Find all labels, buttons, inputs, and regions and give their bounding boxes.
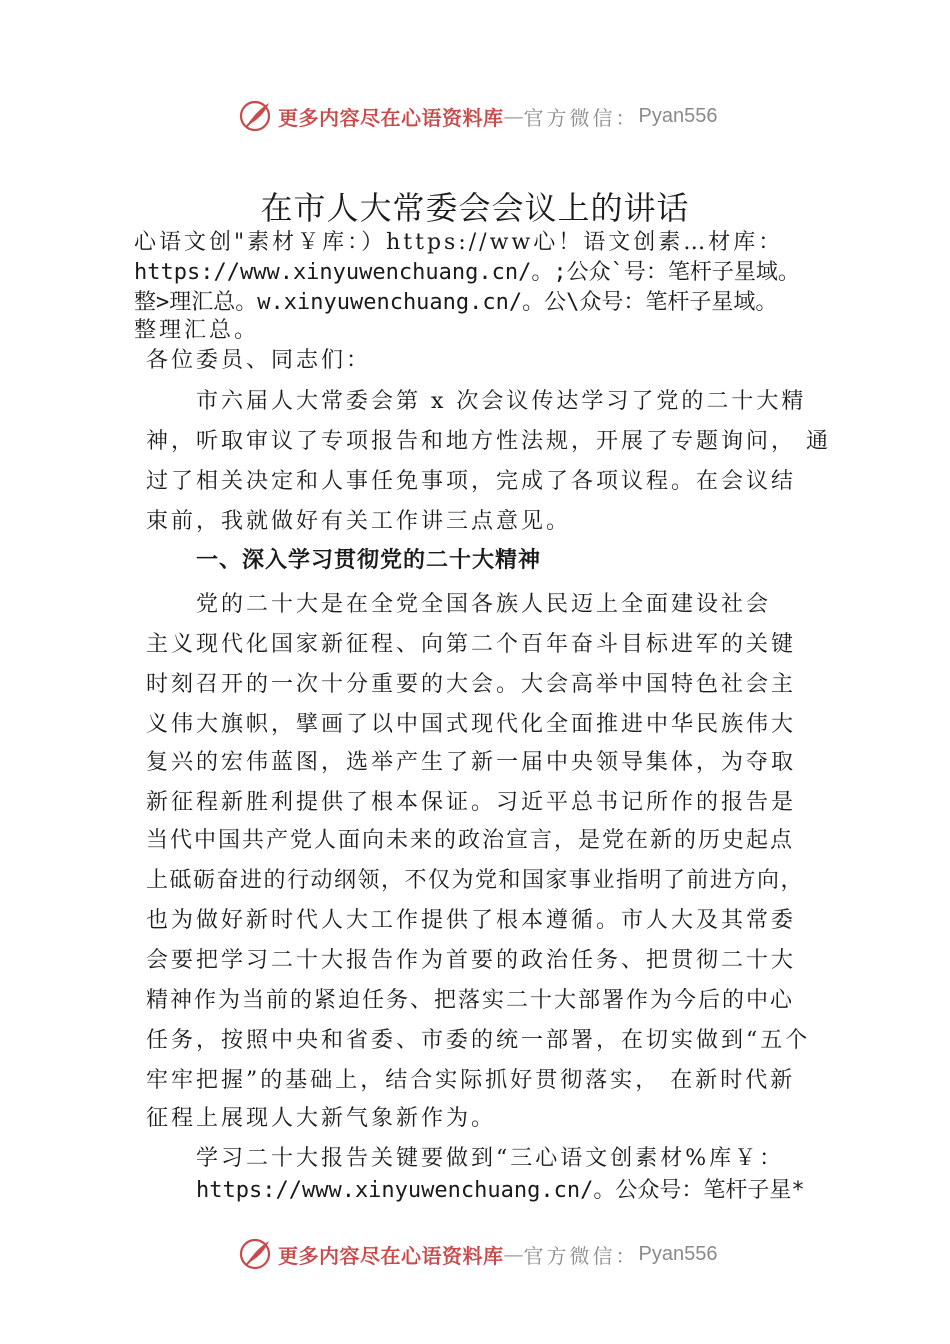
banner-wechat-label: 官方微信： — [523, 1243, 639, 1268]
banner-wechat-id: Pyan556 — [638, 104, 718, 127]
banner-main-text: 更多内容尽在心语资料库 — [278, 105, 504, 130]
paragraph-line: 复兴的宏伟蓝图，选举产生了新一届中央领导集体，为夺取 — [146, 750, 797, 775]
paragraph-line: 也为做好新时代人大工作提供了根本遵循。市人大及其常委 — [146, 908, 797, 933]
paragraph-line: 义伟大旗帜，擘画了以中国式现代化全面推进中华民族伟大 — [146, 712, 797, 737]
paragraph-line: 束前，我就做好有关工作讲三点意见。 — [146, 509, 572, 534]
paragraph-line: 学习二十大报告关键要做到“三心语文创素材%库￥： — [196, 1146, 785, 1171]
source-note-line: https://www.xinyuwenchuang.cn/。;公众`号：笔杆子星域。 — [134, 260, 800, 285]
quill-logo-icon — [238, 1236, 274, 1272]
document-title: 在市人大常委会会议上的讲话 — [260, 189, 690, 227]
paragraph-line: 当代中国共产党人面向未来的政治宣言，是党在新的历史起点 — [146, 828, 795, 853]
source-note-line: 整理汇总。 — [134, 318, 260, 343]
banner-wechat-id: Pyan556 — [638, 1242, 718, 1265]
salutation: 各位委员、同志们： — [146, 348, 372, 373]
paragraph-line: 新征程新胜利提供了根本保证。习近平总书记所作的报告是 — [146, 790, 797, 815]
source-note-line: 心语文创"素材￥库：）https://ww心！语文创素…材库： — [134, 230, 784, 255]
banner-wechat-label: 官方微信： — [523, 105, 639, 130]
paragraph-line: 精神作为当前的紧迫任务、把落实二十大部署作为今后的中心 — [146, 988, 795, 1013]
paragraph-line: 任务，按照中央和省委、市委的统一部署，在切实做到“五个 — [146, 1028, 811, 1053]
header-banner — [238, 96, 717, 136]
paragraph-line: 市六届人大常委会第 x 次会议传达学习了党的二十大精 — [196, 389, 807, 414]
section-heading: 一、深入学习贯彻党的二十大精神 — [196, 548, 542, 573]
paragraph-line: 时刻召开的一次十分重要的大会。大会高举中国特色社会主 — [146, 672, 797, 697]
quill-logo-icon — [238, 98, 274, 134]
banner-dash: — — [503, 1242, 524, 1266]
paragraph-line: 主义现代化国家新征程、向第二个百年奋斗目标进军的关键 — [146, 632, 797, 657]
paragraph-line: 牢牢把握”的基础上，结合实际抓好贯彻落实， 在新时代新 — [146, 1068, 796, 1093]
paragraph-line: 党的二十大是在全党全国各族人民迈上全面建设社会 — [196, 592, 772, 617]
paragraph-line: 征程上展现人大新气象新作为。 — [146, 1106, 497, 1131]
paragraph-line: 神，听取审议了专项报告和地方性法规，开展了专题询问， 通 — [146, 429, 831, 454]
paragraph-line: https://www.xinyuwenchuang.cn/。公众号：笔杆子星* — [196, 1178, 805, 1203]
paragraph-line: 会要把学习二十大报告作为首要的政治任务、把贯彻二十大 — [146, 948, 797, 973]
source-note-line: 整>理汇总。w.xinyuwenchuang.cn/。公\众号：笔杆子星域。 — [134, 290, 778, 315]
paragraph-line: 过了相关决定和人事任免事项，完成了各项议程。在会议结 — [146, 469, 797, 494]
paragraph-line: 上砥砺奋进的行动纲领，不仅为党和国家事业指明了前进方向， — [146, 868, 805, 893]
footer-banner — [238, 1234, 717, 1274]
banner-main-text: 更多内容尽在心语资料库 — [278, 1243, 504, 1268]
banner-dash: — — [503, 104, 524, 128]
